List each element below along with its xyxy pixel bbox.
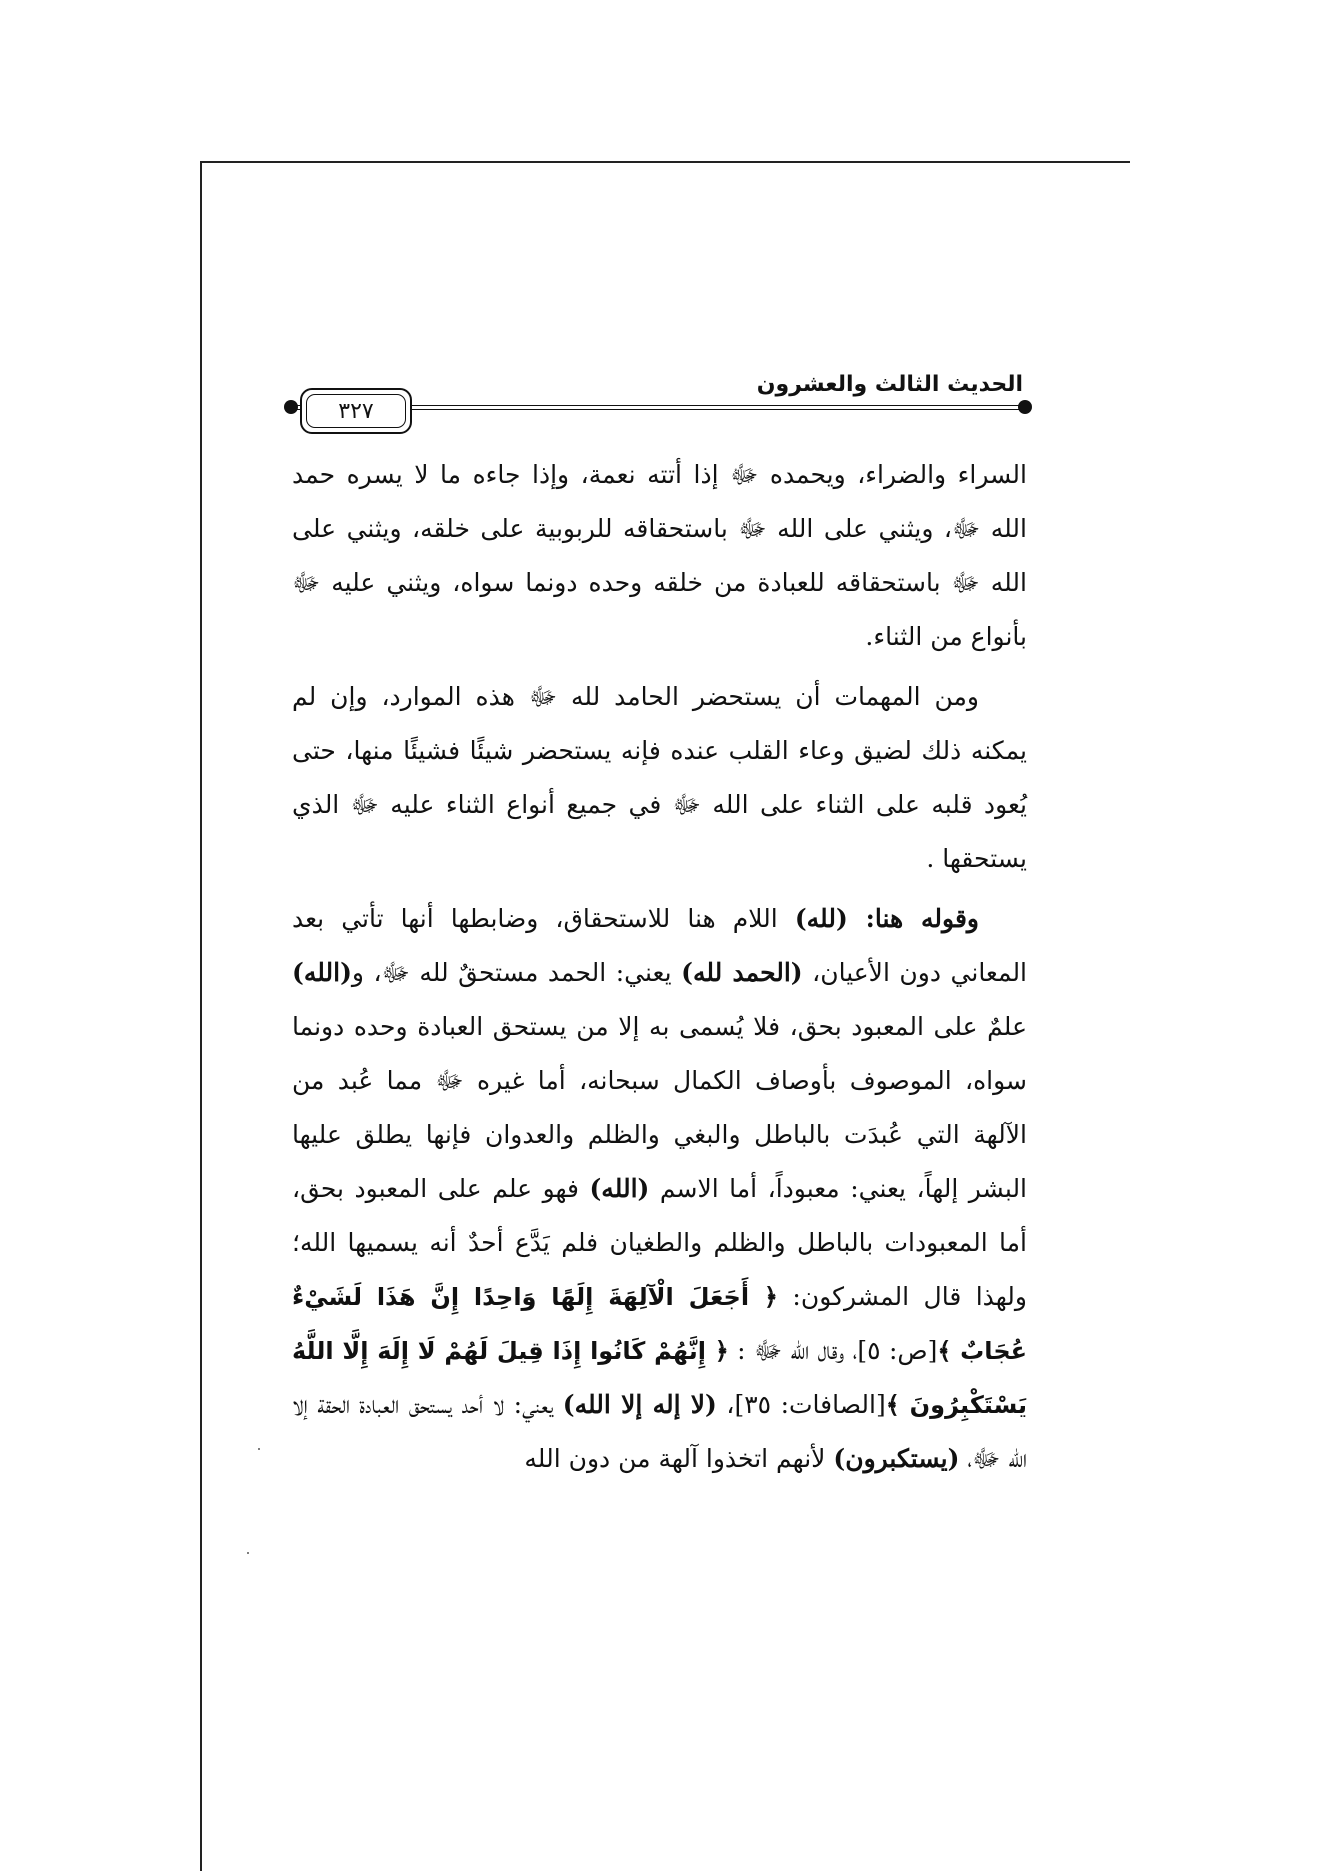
ornament-dot-right — [1018, 400, 1032, 414]
paragraph-3: وقوله هنا: (لله) اللام هنا للاستحقاق، وضابطها أنها تأتي بعد المعاني دون الأعيان، (الحمد لله) يعني: الحمد مستحقٌ لله ﷻ، و(الله) علمٌ على المعبود بحق، فلا يُسمى به إلا من يستحق العبادة وحده دونما سواه، الموصوف بأوصاف الكمال سبحانه، أما غيره ﷻ مما عُبد من الآلهة التي عُبدَت بالباطل والبغي والظلم والعدوان فإنها يطلق عليها البشر إلهاً، يعني: معبوداً، أما الاسم (الله) فهو علم على المعبود بحق، أما المعبودات بالباطل والظلم والطغيان فلم يَدَّع أحدٌ أنه يسميها الله؛ ولهذا قال المشركون: ﴿ أَجَعَلَ الْآلِهَةَ إِلَهًا وَاحِدًا إِنَّ هَذَا لَشَيْءٌ عُجَابٌ ﴾[ص: ٥]، وقال الله ﷻ : ﴿ إِنَّهُمْ كَانُوا إِذَا قِيلَ لَهُمْ لَا إِلَهَ إِلَّا اللَّهُ يَسْتَكْبِرُونَ ﴾[الصافات: ٣٥]، (لا إله إلا الله) يعني: لا أحد يستحق العبادة الحقة إلا الله ﷻ، (يستكبرون) لأنهم اتخذوا آلهة من دون الله — [292, 904, 1028, 1473]
bold-lead: وقوله هنا: (لله) — [794, 904, 979, 933]
page-number: ٣٢٧ — [338, 398, 374, 424]
bold-term: (الله) — [292, 958, 352, 987]
bold-term: (يستكبرون) — [833, 1444, 960, 1473]
bold-term: (لا إله إلا الله) — [562, 1390, 717, 1419]
quran-verse: ﴿ إِنَّهُمْ كَانُوا إِذَا قِيلَ لَهُمْ لَا إِلَهَ إِلَّا اللَّهُ يَسْتَكْبِرُونَ ﴾ — [292, 1337, 1027, 1419]
paragraph-2: ومن المهمات أن يستحضر الحامد لله ﷻ هذه الموارد، وإن لم يمكنه ذلك لضيق وعاء القلب عنده فإنه يستحضر شيئًا فشيئًا منها، حتى يُعود قلبه على الثناء على الله ﷻ في جميع أنواع الثناء عليه ﷻ الذي يستحقها . — [292, 682, 1027, 873]
scan-speck — [258, 1448, 260, 1450]
body-text — [292, 448, 1027, 1492]
bold-term: (الحمد لله) — [681, 958, 803, 987]
scan-border-left — [200, 161, 202, 1871]
page-number-box — [300, 388, 412, 434]
paragraph-1: السراء والضراء، ويحمده ﷻ إذا أتته نعمة، وإذا جاءه ما لا يسره حمد الله ﷻ، ويثني على الله ﷻ باستحقاقه للربوبية على خلقه، ويثني على الله ﷻ باستحقاقه للعبادة من خلقه وحده دونما سواه، ويثني عليه ﷻ بأنواع من الثناء. — [292, 460, 1027, 651]
ornament-dot-left — [284, 400, 298, 414]
scan-border-top — [200, 161, 1130, 163]
running-header-title: الحديث الثالث والعشرون — [756, 372, 1023, 397]
quran-verse: ﴿ أَجَعَلَ الْآلِهَةَ إِلَهًا وَاحِدًا إِنَّ هَذَا لَشَيْءٌ عُجَابٌ ﴾ — [292, 1283, 1028, 1365]
bold-term: (الله) — [589, 1174, 650, 1203]
scan-speck — [247, 1552, 249, 1554]
